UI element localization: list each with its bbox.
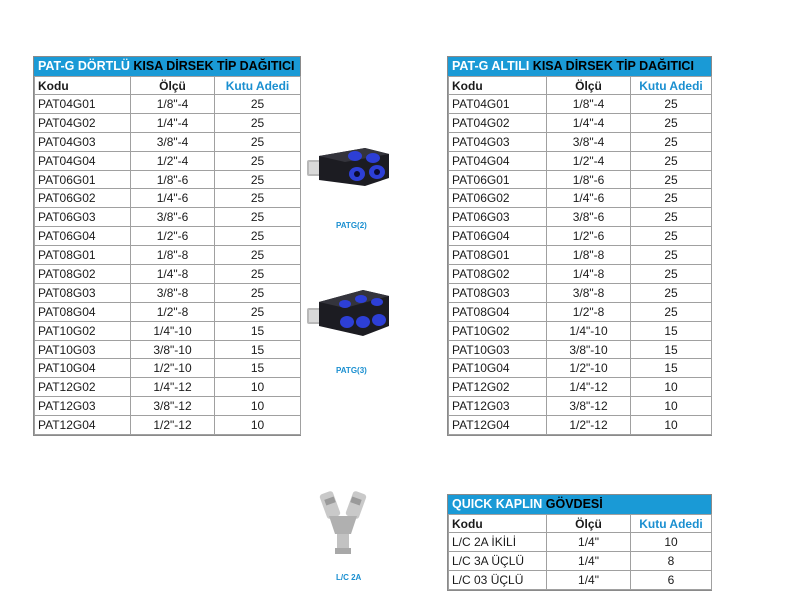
table-title	[448, 495, 711, 514]
table-row	[449, 246, 712, 265]
patg2-caption: PATG(2)	[336, 221, 367, 230]
title-blue: PAT-G ALTILI	[452, 59, 530, 73]
cell-kodu: PAT08G01	[449, 246, 547, 265]
cell-kutu-adedi: 25	[631, 302, 712, 321]
header-row	[449, 515, 712, 533]
title-black: GÖVDESİ	[545, 497, 603, 511]
table-quick-kaplin	[447, 494, 712, 591]
table-row	[449, 340, 712, 359]
cell-kutu-adedi: 25	[215, 246, 301, 265]
cell-olcu: 3/8"-6	[547, 208, 631, 227]
header-kodu: Kodu	[449, 77, 547, 95]
cell-kodu: PAT08G04	[35, 302, 131, 321]
table-row	[449, 570, 712, 589]
patg3-fitting-image	[305, 282, 393, 342]
cell-olcu: 1/4"-10	[131, 321, 215, 340]
cell-olcu: 3/8"-4	[547, 132, 631, 151]
table-row	[35, 246, 301, 265]
data-table	[448, 514, 712, 590]
cell-kutu-adedi: 25	[631, 170, 712, 189]
cell-kodu: PAT08G03	[449, 283, 547, 302]
cell-kodu: PAT12G04	[35, 416, 131, 435]
cell-olcu: 1/2"-4	[131, 151, 215, 170]
table-pat-g-dortlu	[33, 56, 301, 436]
header-kodu: Kodu	[35, 77, 131, 95]
table-row	[35, 321, 301, 340]
cell-olcu: 1/4"-8	[131, 265, 215, 284]
table-row	[35, 416, 301, 435]
cell-olcu: 3/8"-12	[131, 397, 215, 416]
cell-olcu: 3/8"-8	[547, 283, 631, 302]
cell-kutu-adedi: 10	[631, 378, 712, 397]
cell-kutu-adedi: 25	[215, 227, 301, 246]
cell-kodu: PAT12G02	[35, 378, 131, 397]
header-row	[35, 77, 301, 95]
cell-kodu: PAT10G04	[35, 359, 131, 378]
cell-kodu: PAT04G01	[35, 95, 131, 114]
table-row	[35, 340, 301, 359]
cell-kodu: PAT12G03	[35, 397, 131, 416]
cell-kutu-adedi: 10	[631, 416, 712, 435]
cell-kutu-adedi: 15	[215, 321, 301, 340]
cell-kodu: PAT04G04	[449, 151, 547, 170]
cell-olcu: 1/2"-8	[131, 302, 215, 321]
cell-kutu-adedi: 6	[631, 570, 712, 589]
cell-kutu-adedi: 25	[215, 265, 301, 284]
cell-kodu: PAT06G01	[35, 170, 131, 189]
cell-kutu-adedi: 25	[215, 189, 301, 208]
header-olcu: Ölçü	[547, 77, 631, 95]
table-row	[449, 378, 712, 397]
cell-kutu-adedi: 25	[215, 283, 301, 302]
cell-olcu: 1/2"-4	[547, 151, 631, 170]
cell-olcu: 3/8"-10	[547, 340, 631, 359]
cell-kutu-adedi: 25	[631, 283, 712, 302]
cell-kodu: PAT08G02	[35, 265, 131, 284]
cell-kutu-adedi: 25	[631, 95, 712, 114]
cell-olcu: 1/4"-4	[547, 113, 631, 132]
table-row	[449, 113, 712, 132]
cell-kodu: L/C 03 ÜÇLÜ	[449, 570, 547, 589]
table-row	[449, 170, 712, 189]
header-kodu: Kodu	[449, 515, 547, 533]
cell-olcu: 3/8"-6	[131, 208, 215, 227]
header-kutu-adedi: Kutu Adedi	[215, 77, 301, 95]
cell-kodu: PAT04G02	[35, 113, 131, 132]
cell-kutu-adedi: 25	[215, 95, 301, 114]
table-row	[449, 265, 712, 284]
cell-kutu-adedi: 25	[631, 151, 712, 170]
cell-kutu-adedi: 25	[215, 170, 301, 189]
title-blue: QUICK KAPLIN	[452, 497, 543, 511]
cell-kodu: PAT04G01	[449, 95, 547, 114]
title-black: KISA DİRSEK TİP DAĞITICI	[133, 59, 295, 73]
cell-kutu-adedi: 25	[215, 302, 301, 321]
cell-kutu-adedi: 25	[631, 189, 712, 208]
cell-kutu-adedi: 25	[631, 208, 712, 227]
cell-kutu-adedi: 25	[631, 265, 712, 284]
table-row	[449, 132, 712, 151]
cell-kutu-adedi: 8	[631, 551, 712, 570]
cell-kutu-adedi: 15	[631, 340, 712, 359]
table-row	[35, 170, 301, 189]
table-row	[449, 227, 712, 246]
cell-kutu-adedi: 10	[215, 416, 301, 435]
table-title	[448, 57, 711, 76]
table-row	[35, 132, 301, 151]
table-row	[449, 397, 712, 416]
cell-olcu: 1/2"-10	[547, 359, 631, 378]
data-table	[448, 76, 712, 435]
cell-kutu-adedi: 25	[215, 208, 301, 227]
cell-olcu: 1/4"	[547, 533, 631, 552]
table-row	[35, 227, 301, 246]
table-row	[35, 302, 301, 321]
cell-kodu: PAT04G02	[449, 113, 547, 132]
table-row	[35, 95, 301, 114]
cell-kodu: PAT06G03	[449, 208, 547, 227]
cell-olcu: 1/4"	[547, 551, 631, 570]
cell-kodu: PAT06G04	[35, 227, 131, 246]
cell-kodu: PAT10G03	[35, 340, 131, 359]
cell-kutu-adedi: 10	[631, 533, 712, 552]
cell-olcu: 1/4"-8	[547, 265, 631, 284]
cell-olcu: 1/4"-6	[131, 189, 215, 208]
cell-olcu: 1/4"-10	[547, 321, 631, 340]
cell-olcu: 1/2"-8	[547, 302, 631, 321]
header-olcu: Ölçü	[547, 515, 631, 533]
header-kutu-adedi: Kutu Adedi	[631, 77, 712, 95]
table-row	[35, 265, 301, 284]
cell-olcu: 1/4"-4	[131, 113, 215, 132]
cell-kodu: L/C 3A ÜÇLÜ	[449, 551, 547, 570]
cell-kodu: PAT10G04	[449, 359, 547, 378]
cell-kodu: PAT06G04	[449, 227, 547, 246]
title-black: KISA DİRSEK TİP DAĞITICI	[532, 59, 694, 73]
header-row	[449, 77, 712, 95]
cell-olcu: 1/8"-4	[547, 95, 631, 114]
table-row	[449, 151, 712, 170]
cell-olcu: 1/2"-12	[131, 416, 215, 435]
table-row	[449, 95, 712, 114]
cell-kodu: L/C 2A İKİLİ	[449, 533, 547, 552]
cell-kodu: PAT04G04	[35, 151, 131, 170]
cell-olcu: 1/8"-8	[131, 246, 215, 265]
cell-kodu: PAT06G01	[449, 170, 547, 189]
cell-kutu-adedi: 15	[631, 359, 712, 378]
table-row	[35, 208, 301, 227]
table-row	[35, 151, 301, 170]
cell-kutu-adedi: 25	[215, 132, 301, 151]
cell-kodu: PAT12G03	[449, 397, 547, 416]
cell-kutu-adedi: 15	[631, 321, 712, 340]
cell-kodu: PAT10G02	[35, 321, 131, 340]
cell-olcu: 1/4"-12	[131, 378, 215, 397]
cell-kodu: PAT08G02	[449, 265, 547, 284]
cell-kodu: PAT06G03	[35, 208, 131, 227]
table-row	[35, 397, 301, 416]
cell-kodu: PAT08G01	[35, 246, 131, 265]
table-row	[35, 283, 301, 302]
table-row	[449, 321, 712, 340]
cell-kutu-adedi: 10	[631, 397, 712, 416]
cell-kodu: PAT06G02	[35, 189, 131, 208]
cell-kodu: PAT12G04	[449, 416, 547, 435]
table-row	[449, 208, 712, 227]
cell-kutu-adedi: 25	[215, 151, 301, 170]
cell-olcu: 1/2"-12	[547, 416, 631, 435]
cell-olcu: 3/8"-10	[131, 340, 215, 359]
cell-kutu-adedi: 15	[215, 359, 301, 378]
cell-olcu: 1/8"-6	[131, 170, 215, 189]
cell-kutu-adedi: 25	[631, 113, 712, 132]
cell-kutu-adedi: 25	[631, 227, 712, 246]
table-row	[35, 378, 301, 397]
data-table	[34, 76, 301, 435]
cell-olcu: 3/8"-12	[547, 397, 631, 416]
table-pat-g-altili	[447, 56, 712, 436]
table-row	[449, 283, 712, 302]
cell-olcu: 1/4"-12	[547, 378, 631, 397]
table-row	[35, 359, 301, 378]
cell-kodu: PAT10G03	[449, 340, 547, 359]
cell-kutu-adedi: 10	[215, 378, 301, 397]
cell-kutu-adedi: 25	[631, 246, 712, 265]
patg3-caption: PATG(3)	[336, 366, 367, 375]
cell-olcu: 1/8"-6	[547, 170, 631, 189]
table-row	[449, 359, 712, 378]
cell-olcu: 1/4"-6	[547, 189, 631, 208]
header-olcu: Ölçü	[131, 77, 215, 95]
cell-kodu: PAT04G03	[449, 132, 547, 151]
cell-kodu: PAT12G02	[449, 378, 547, 397]
cell-olcu: 1/2"-6	[547, 227, 631, 246]
cell-kutu-adedi: 10	[215, 397, 301, 416]
header-kutu-adedi: Kutu Adedi	[631, 515, 712, 533]
cell-olcu: 1/2"-6	[131, 227, 215, 246]
patg2-fitting-image	[305, 138, 393, 194]
lc2a-caption: L/C 2A	[336, 573, 362, 582]
cell-kutu-adedi: 25	[631, 132, 712, 151]
cell-kodu: PAT08G03	[35, 283, 131, 302]
cell-kodu: PAT08G04	[449, 302, 547, 321]
cell-kodu: PAT06G02	[449, 189, 547, 208]
table-row	[35, 113, 301, 132]
cell-olcu: 3/8"-8	[131, 283, 215, 302]
cell-olcu: 1/2"-10	[131, 359, 215, 378]
lc2a-coupling-image	[315, 486, 371, 560]
cell-olcu: 1/8"-4	[131, 95, 215, 114]
table-title	[34, 57, 300, 76]
cell-kodu: PAT10G02	[449, 321, 547, 340]
cell-kodu: PAT04G03	[35, 132, 131, 151]
cell-olcu: 1/4"	[547, 570, 631, 589]
cell-olcu: 3/8"-4	[131, 132, 215, 151]
cell-olcu: 1/8"-8	[547, 246, 631, 265]
title-blue: PAT-G DÖRTLÜ	[38, 59, 130, 73]
table-row	[449, 416, 712, 435]
table-row	[449, 551, 712, 570]
cell-kutu-adedi: 15	[215, 340, 301, 359]
table-row	[35, 189, 301, 208]
table-row	[449, 189, 712, 208]
table-row	[449, 533, 712, 552]
table-row	[449, 302, 712, 321]
cell-kutu-adedi: 25	[215, 113, 301, 132]
